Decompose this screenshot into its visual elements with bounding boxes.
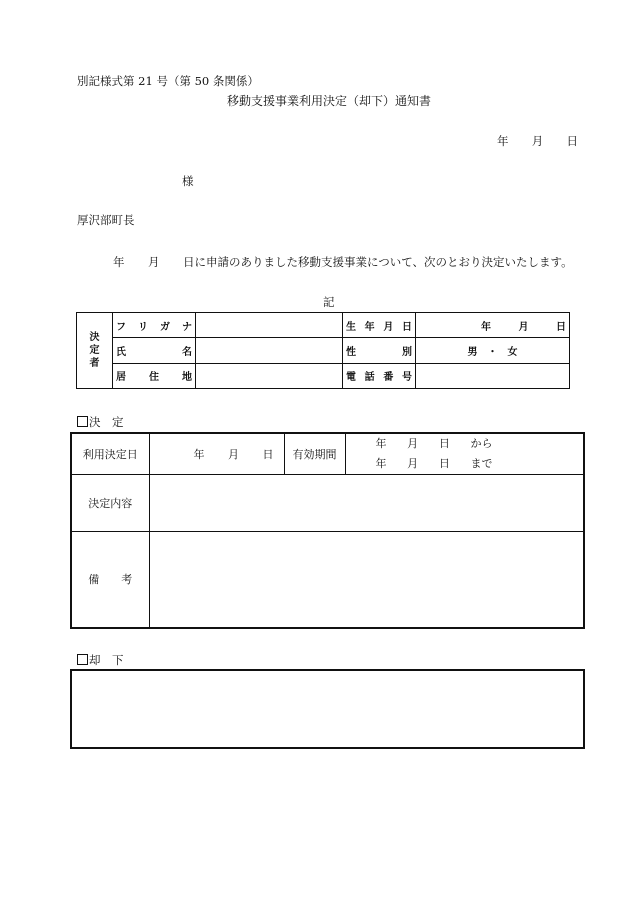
- issuer: 厚沢部町長: [77, 213, 135, 227]
- issue-date: [497, 133, 578, 149]
- remarks-label: 備 考: [71, 532, 149, 628]
- sex-field[interactable]: 男 ・ 女: [416, 338, 570, 363]
- document-title: 移動支援事業利用決定（却下）通知書: [227, 94, 432, 108]
- addressee-suffix: 様: [182, 174, 194, 188]
- applicant-table: [76, 312, 570, 389]
- decision-table: [70, 432, 585, 629]
- day-label: 日: [566, 134, 578, 148]
- decision-heading: 決 定: [77, 414, 124, 430]
- name-label: 氏 名: [113, 338, 196, 363]
- content-label: 決定内容: [71, 475, 149, 532]
- decision-checkbox[interactable]: [77, 416, 88, 427]
- content-field[interactable]: [149, 475, 584, 532]
- address-label: 居 住 地: [113, 363, 196, 388]
- intro-month: 月: [148, 255, 160, 269]
- rejection-box[interactable]: [70, 669, 585, 749]
- month-label: 月: [531, 134, 544, 148]
- name-field[interactable]: [196, 338, 343, 363]
- validity-label: 有効期間: [284, 433, 345, 475]
- applicant-side-label: 決 定 者: [77, 313, 113, 389]
- rejection-heading: 却 下: [77, 652, 124, 668]
- phone-label: 電 話 番 号: [343, 363, 416, 388]
- use-date-label: 利用決定日: [71, 433, 149, 475]
- year-label: 年: [497, 134, 509, 148]
- use-date-field[interactable]: 年 月 日: [149, 433, 284, 475]
- birth-date-field[interactable]: 年 月 日: [416, 313, 570, 338]
- record-heading: 記: [323, 295, 335, 309]
- intro-year: 年: [113, 255, 125, 269]
- birth-date-label: 生 年 月 日: [343, 313, 416, 338]
- phone-field[interactable]: [416, 363, 570, 388]
- furigana-label: フ リ ガ ナ: [113, 313, 196, 338]
- sex-label: 性 別: [343, 338, 416, 363]
- furigana-field[interactable]: [196, 313, 343, 338]
- address-field[interactable]: [196, 363, 343, 388]
- form-number: 別記様式第 21 号（第 50 条関係）: [77, 74, 259, 88]
- intro-text: 日に申請のありました移動支援事業について、次のとおり決定いたします。: [183, 255, 573, 269]
- validity-field[interactable]: 年 月 日 から 年 月 日 まで: [345, 433, 584, 475]
- rejection-checkbox[interactable]: [77, 654, 88, 665]
- remarks-field[interactable]: [149, 532, 584, 628]
